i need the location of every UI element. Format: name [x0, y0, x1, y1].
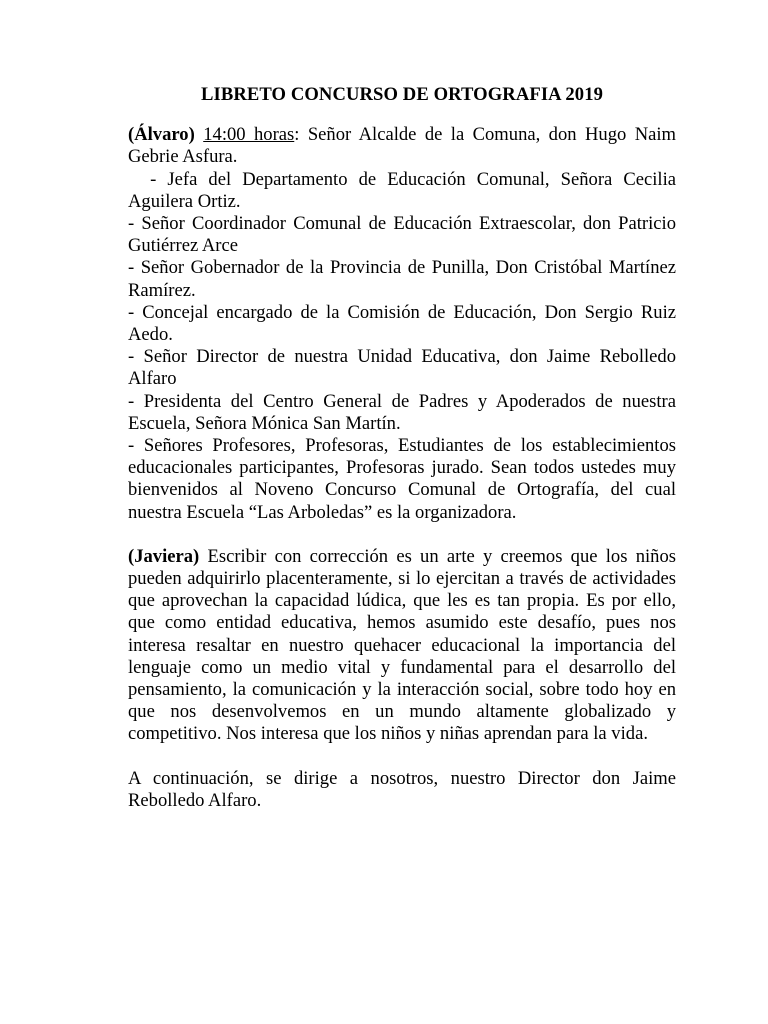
javiera-paragraph — [128, 546, 676, 746]
event-time: 14:00 horas — [203, 124, 295, 146]
guest-item: - Señor Coordinador Comunal de Educación Extraescolar, don Patricio Gutiérrez Arce — [128, 213, 676, 257]
guest-item: - Presidenta del Centro General de Padres y Apoderados de nuestra Escuela, Señora Mónica San Martín. — [128, 390, 676, 434]
guest-item: - Señor Director de nuestra Unidad Educativa, don Jaime Rebolledo Alfaro — [128, 346, 676, 390]
welcome-item: - Señores Profesores, Profesoras, Estudiantes de los establecimientos educacionales participantes, Profesoras jurado. Sean todos ustedes muy bienvenidos al Noveno Concurso Comunal de Ortografía, del cual nuestra Escuela “Las Arboledas” es la organizadora. — [128, 435, 676, 523]
paragraph-gap — [128, 524, 676, 546]
speaker-javiera: (Javiera) — [128, 545, 200, 567]
speaker-alvaro: (Álvaro) — [128, 124, 195, 146]
paragraph-gap — [128, 746, 676, 768]
section-alvaro — [128, 124, 680, 524]
guest-item: - Señor Gobernador de la Provincia de Punilla, Don Cristóbal Martínez Ramírez. — [128, 257, 676, 301]
guest-item: - Concejal encargado de la Comisión de Educación, Don Sergio Ruiz Aedo. — [128, 301, 676, 346]
guest-item: - Jefa del Departamento de Educación Comunal, Señora Cecilia Aguilera Ortiz. — [128, 168, 680, 212]
document-title: LIBRETO CONCURSO DE ORTOGRAFIA 2019 — [201, 84, 603, 105]
intro-rest: : Señor Alcalde de la Comuna, don Hugo Naim Gebrie Asfura. — [128, 124, 677, 168]
section-javiera — [128, 546, 676, 746]
document-page — [128, 84, 680, 812]
section-closing — [128, 768, 676, 812]
closing-paragraph: A continuación, se dirige a nosotros, nuestro Director don Jaime Rebolledo Alfaro. — [128, 767, 676, 811]
alvaro-intro — [128, 124, 676, 168]
javiera-text: Escribir con corrección es un arte y creemos que los niños pueden adquirirlo placenteramente, si lo ejercitan a través de actividades que aprovechan la capacidad lúdica, que les es tan propia. Es por ello, que como entidad educativa, hemos asumido este desafío, pues nos interesa resaltar en nuestro quehacer educacional la importancia del lenguaje como un medio vital y fundamental para el desarrollo del pensamiento, la comunicación y la interacción social, sobre todo hoy en que nos desenvolvemos en un mundo altamente globalizado y competitivo. Nos interesa que los niños y niñas aprendan para la vida. — [128, 545, 676, 745]
